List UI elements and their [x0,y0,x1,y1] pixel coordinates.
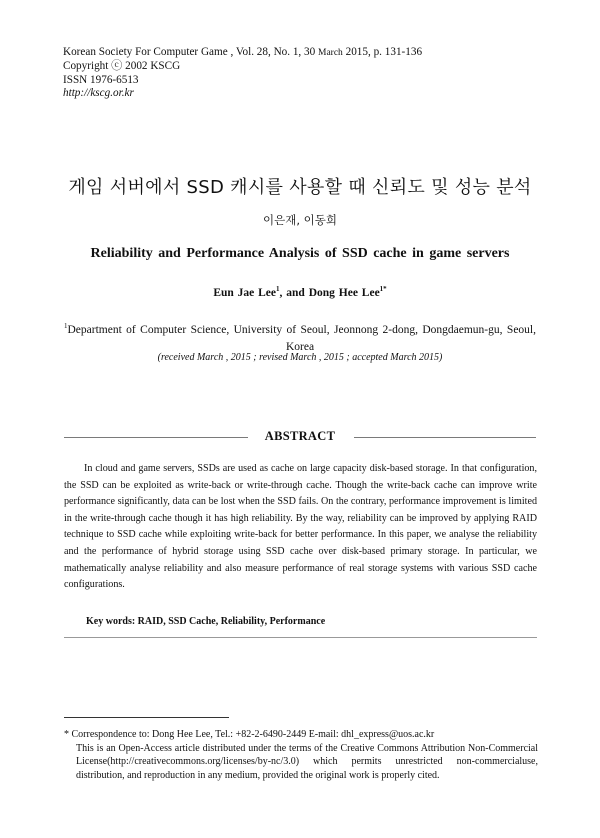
author-1-affiliation-mark: 1 [276,285,280,293]
keywords: Key words: RAID, SSD Cache, Reliability, Performance [86,616,326,627]
submission-dates: (received March , 2015 ; revised March , 2015 ; accepted March 2015) [157,352,443,363]
journal-month: March [318,48,343,58]
author-2: Dong Hee Lee [308,286,380,299]
abstract-body: In cloud and game servers, SSDs are used as cache on large capacity disk-based storage. In that configuration, the SSD can be exploited as write-back or write-through cache. Though the write-back cache can improve write performance significantly, data can be lost when the SSD fails. On the contrary, performance improvement is limited in the write-through cache though it has high reliability. By the way, reliability can be improved by applying RAID technique to SSD cache while exploiting write-back for better performance. In this paper, we analyse the reliability and the performance of hybrid storage using SSD cache over disk-based primary storage. In particular, we mathematically analyse reliability and also measure performance of real storage systems with various SSD cache configurations. [64,463,537,591]
journal-header [63,46,422,101]
journal-volume: Korean Society For Computer Game , Vol. 28, No. 1, 30 [63,46,316,58]
license-note: This is an Open-Access article distributed under the terms of the Creative Commons Attribution Non-Commercial License(http://creativecommons.org/licenses/by-nc/3.0) which permits unrestricted non-commercialuse, distribution, and reproduction in any medium, provided the original work is properly cited. [76,742,538,781]
footnote-rule [64,717,229,718]
abstract-rule-right [354,437,536,438]
copyright-line: Copyright ⓒ 2002 KSCG [63,60,181,73]
english-title: Reliability and Performance Analysis of SSD cache in game servers [90,246,510,261]
affiliation-text: Department of Computer Science, University of Seoul, Jeonnong 2-dong, Dongdaemun-gu, Seoul, Korea [67,323,536,353]
journal-pages: 2015, p. 131-136 [345,46,423,58]
affiliation [64,318,536,356]
correspondence-note: * Correspondence to: Dong Hee Lee, Tel.: +82-2-6490-2449 E-mail: dhl_express@uos.ac.kr [64,729,435,740]
author-joiner: , and [279,286,309,299]
author-2-affiliation-mark: 1* [379,285,387,293]
affiliation-mark: 1 [64,322,68,330]
footnote [64,728,538,782]
abstract-heading: ABSTRACT [264,429,336,443]
author-1: Eun Jae Lee [213,286,277,299]
korean-authors: 이은재, 이동희 [263,213,337,227]
journal-citation [63,46,422,60]
issn-line: ISSN 1976-6513 [63,73,139,86]
keywords-rule [64,637,537,638]
english-authors [0,285,600,299]
korean-title: 게임 서버에서 SSD 캐시를 사용할 때 신뢰도 및 성능 분석 [68,177,532,198]
journal-url[interactable]: http://kscg.or.kr [63,87,134,100]
